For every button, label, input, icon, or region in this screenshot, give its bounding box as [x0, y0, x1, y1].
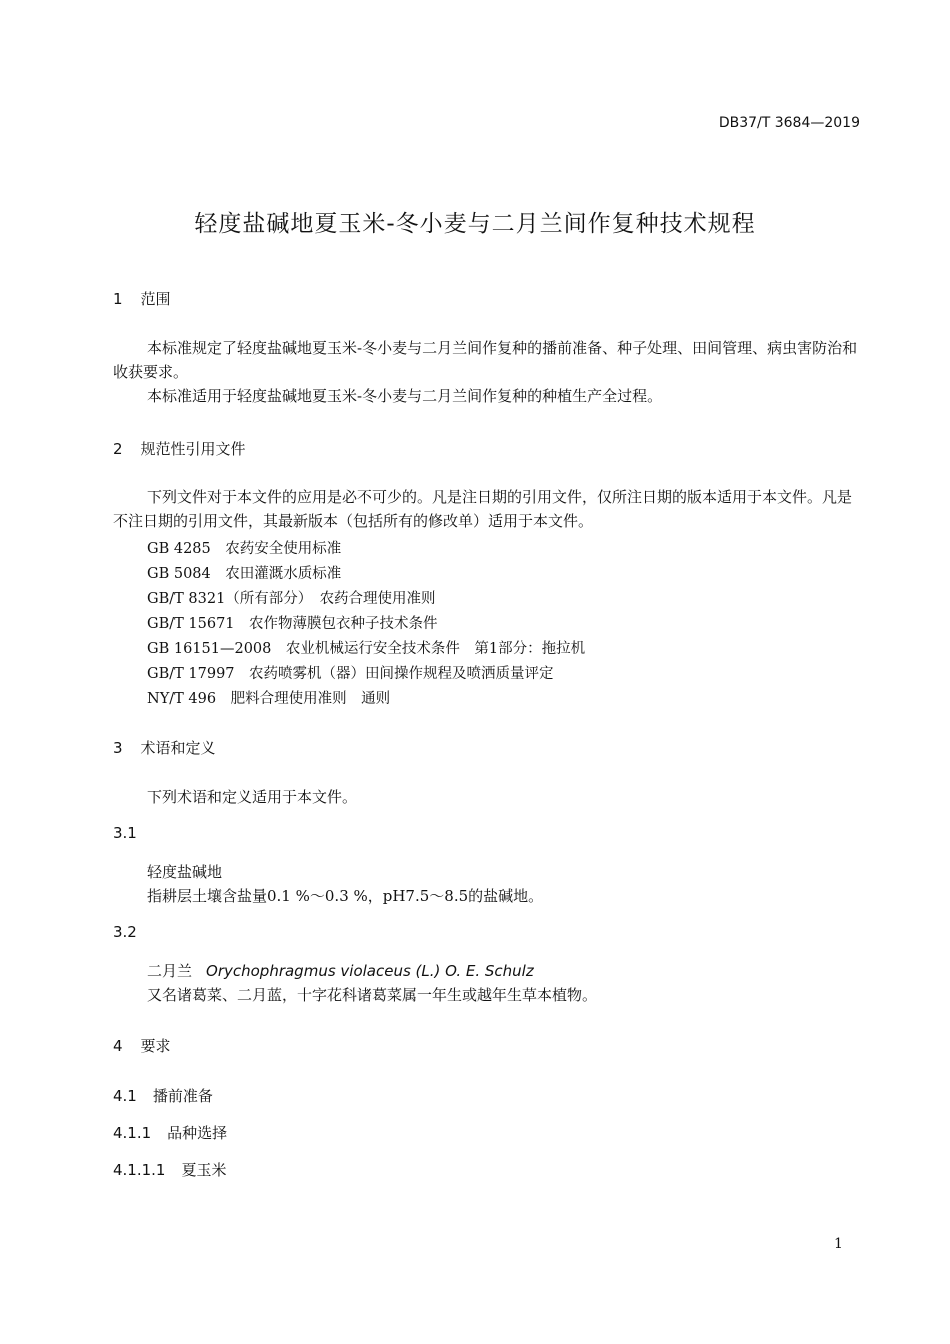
reference-code: GB 16151—2008	[147, 641, 272, 657]
section-number: 4.1	[113, 1087, 137, 1105]
section-3-heading	[113, 737, 216, 758]
reference-code: GB 5084	[147, 566, 211, 582]
term-latin-name: Orychophragmus violaceus (L.) O. E. Schulz	[206, 962, 534, 980]
reference-code: GB/T 15671	[147, 616, 235, 632]
reference-item	[147, 562, 341, 583]
reference-name: 农作物薄膜包衣种子技术条件	[249, 616, 438, 632]
reference-code: GB/T 17997	[147, 666, 235, 682]
section-number: 1	[113, 290, 123, 308]
reference-name: 农药合理使用准则	[319, 591, 436, 607]
section-4-heading	[113, 1035, 171, 1056]
reference-code: GB 4285	[147, 541, 211, 557]
terms-intro: 下列术语和定义适用于本文件。	[147, 788, 358, 806]
reference-code: GB/T 8321（所有部分）	[147, 591, 306, 607]
scope-paragraph-2: 本标准适用于轻度盐碱地夏玉米-冬小麦与二月兰间作复种的种植生产全过程。	[147, 387, 663, 405]
term-number: 3.2	[113, 923, 137, 941]
reference-item	[147, 587, 436, 608]
page-number: 1	[834, 1236, 843, 1252]
section-title: 范围	[140, 290, 171, 308]
standard-code: DB37/T 3684—2019	[718, 115, 860, 131]
section-title: 规范性引用文件	[140, 440, 246, 458]
reference-name: 农业机械运行安全技术条件 第1部分：拖拉机	[285, 641, 586, 657]
term-heading	[147, 960, 534, 981]
reference-name: 农药安全使用标准	[225, 541, 342, 557]
reference-item	[147, 687, 390, 708]
section-title: 夏玉米	[181, 1161, 227, 1179]
term-definition: 指耕层土壤含盐量0.1 %～0.3 %，pH7.5～8.5的盐碱地。	[147, 887, 544, 905]
section-title: 品种选择	[167, 1124, 228, 1142]
subsection-4-1-1-heading	[113, 1122, 227, 1143]
section-number: 4	[113, 1037, 123, 1055]
reference-name: 农田灌溉水质标准	[225, 566, 342, 582]
section-title: 要求	[140, 1037, 171, 1055]
section-1-heading	[113, 288, 171, 309]
term-definition: 又名诸葛菜、二月蓝，十字花科诸葛菜属一年生或越年生草本植物。	[147, 986, 598, 1004]
term-number: 3.1	[113, 824, 137, 842]
scope-paragraph-1: 本标准规定了轻度盐碱地夏玉米-冬小麦与二月兰间作复种的播前准备、种子处理、田间管理、病虫害防治和收获要求。	[113, 339, 858, 381]
subsection-4-1-heading	[113, 1085, 213, 1106]
section-number: 2	[113, 440, 123, 458]
section-number: 4.1.1.1	[113, 1161, 166, 1179]
subsection-4-1-1-1-heading	[113, 1159, 227, 1180]
term-name: 二月兰	[147, 962, 193, 980]
references-intro: 下列文件对于本文件的应用是必不可少的。凡是注日期的引用文件，仅所注日期的版本适用于本文件。凡是不注日期的引用文件，其最新版本（包括所有的修改单）适用于本文件。	[113, 488, 853, 530]
term-name: 轻度盐碱地	[147, 863, 223, 881]
reference-item	[147, 662, 554, 683]
reference-name: 肥料合理使用准则 通则	[230, 691, 391, 707]
section-2-heading	[113, 438, 246, 459]
reference-name: 农药喷雾机（器）田间操作规程及喷洒质量评定	[249, 666, 554, 682]
reference-item	[147, 537, 341, 558]
section-number: 3	[113, 739, 123, 757]
section-title: 播前准备	[152, 1087, 213, 1105]
reference-code: NY/T 496	[147, 691, 217, 707]
reference-item	[147, 612, 438, 633]
reference-item	[147, 637, 585, 658]
section-title: 术语和定义	[140, 739, 216, 757]
section-number: 4.1.1	[113, 1124, 152, 1142]
document-title: 轻度盐碱地夏玉米-冬小麦与二月兰间作复种技术规程	[194, 211, 756, 237]
